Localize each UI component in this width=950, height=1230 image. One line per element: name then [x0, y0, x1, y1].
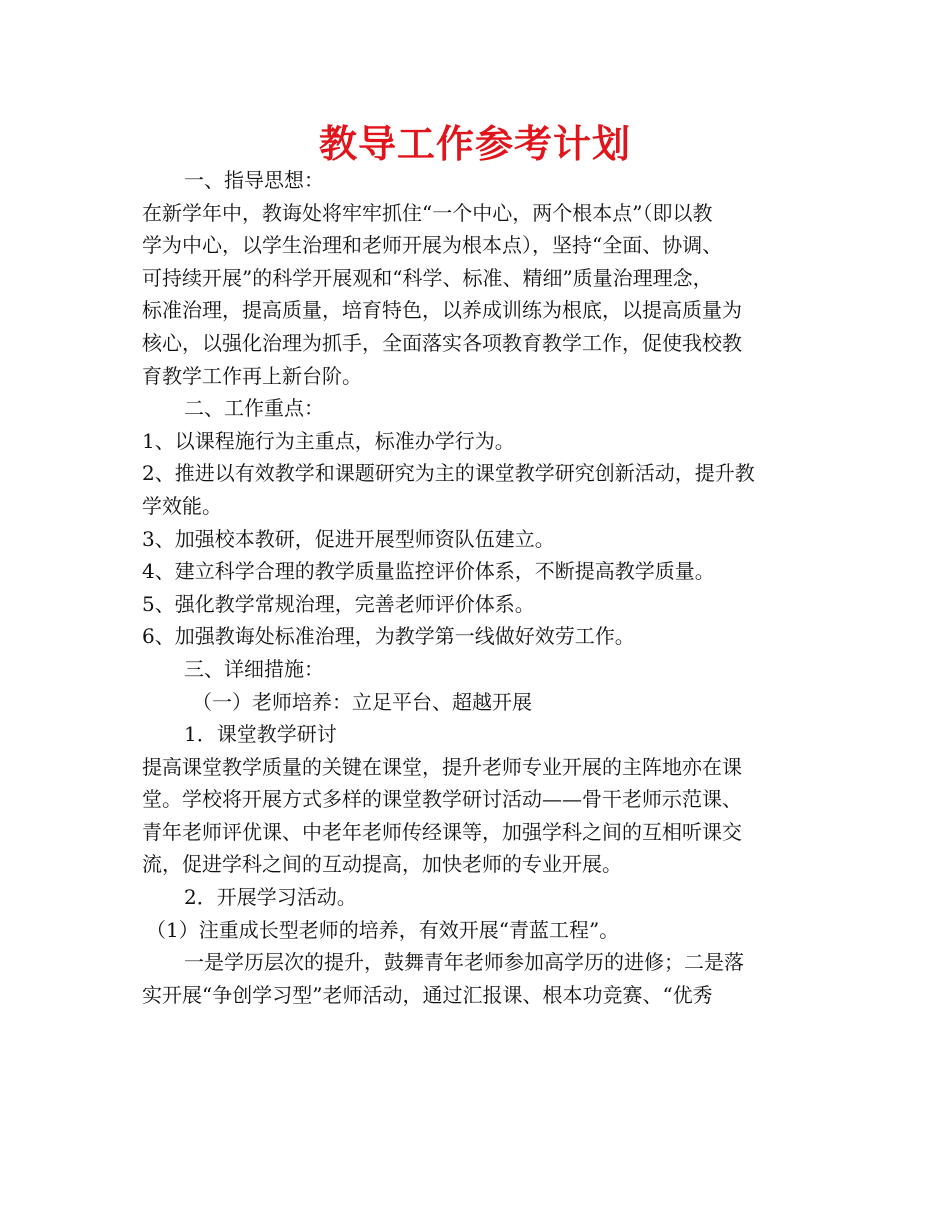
text-line: 一是学历层次的提升，鼓舞青年老师参加高学历的进修；二是落 [184, 950, 744, 975]
text-line: 实开展“争创学习型”老师活动，通过汇报课、根本功竞赛、“优秀 [142, 982, 713, 1007]
text-line: 学效能。 [142, 493, 222, 518]
text-line: 2、推进以有效教学和课题研究为主的课堂教学研究创新活动，提升教 [142, 461, 755, 486]
text-line: 在新学年中，教诲处将牢牢抓住“一个中心，两个根本点”（即以教 [142, 200, 713, 225]
text-line: 1、以课程施行为主重点，标准办学行为。 [142, 428, 515, 453]
text-line: 3、加强校本教研，促进开展型师资队伍建立。 [142, 526, 555, 551]
document-title: 教导工作参考计划 [318, 122, 631, 166]
text-line: 2．开展学习活动。 [184, 885, 357, 910]
text-line: 6、加强教诲处标准治理，为教学第一线做好效劳工作。 [142, 624, 635, 649]
text-line: 青年老师评优课、中老年老师传经课等，加强学科之间的互相听课交 [142, 819, 742, 844]
document-body [142, 164, 814, 1011]
text-line: 堂。学校将开展方式多样的课堂教学研讨活动——骨干老师示范课、 [142, 787, 742, 812]
text-line: 5、强化教学常规治理，完善老师评价体系。 [142, 591, 535, 616]
text-line: 一、指导思想： [184, 168, 324, 192]
text-line: 三、详细措施： [184, 656, 324, 681]
text-line: 学为中心，以学生治理和老师开展为根本点），坚持“全面、协调、 [142, 233, 723, 258]
text-line: 流，促进学科之间的互动提高，加快老师的专业开展。 [142, 852, 622, 877]
text-line: 标准治理，提高质量，培育特色，以养成训练为根底，以提高质量为 [142, 298, 742, 323]
text-line: （1）注重成长型老师的培养，有效开展“青蓝工程”。 [146, 917, 620, 942]
text-line: 4、建立科学合理的教学质量监控评价体系，不断提高教学质量。 [142, 559, 715, 584]
text-line: 核心，以强化治理为抓手，全面落实各项教育教学工作，促使我校教 [142, 330, 742, 355]
text-line: 育教学工作再上新台阶。 [142, 363, 362, 388]
text-line: （一）老师培养：立足平台、超越开展 [192, 689, 532, 714]
text-line: 提高课堂教学质量的关键在课堂，提升老师专业开展的主阵地亦在课 [142, 754, 742, 779]
text-line: 二、工作重点： [184, 396, 324, 421]
text-line: 1．课堂教学研讨 [184, 722, 337, 747]
text-line: 可持续开展”的科学开展观和“科学、标准、精细”质量治理理念， [142, 265, 713, 290]
